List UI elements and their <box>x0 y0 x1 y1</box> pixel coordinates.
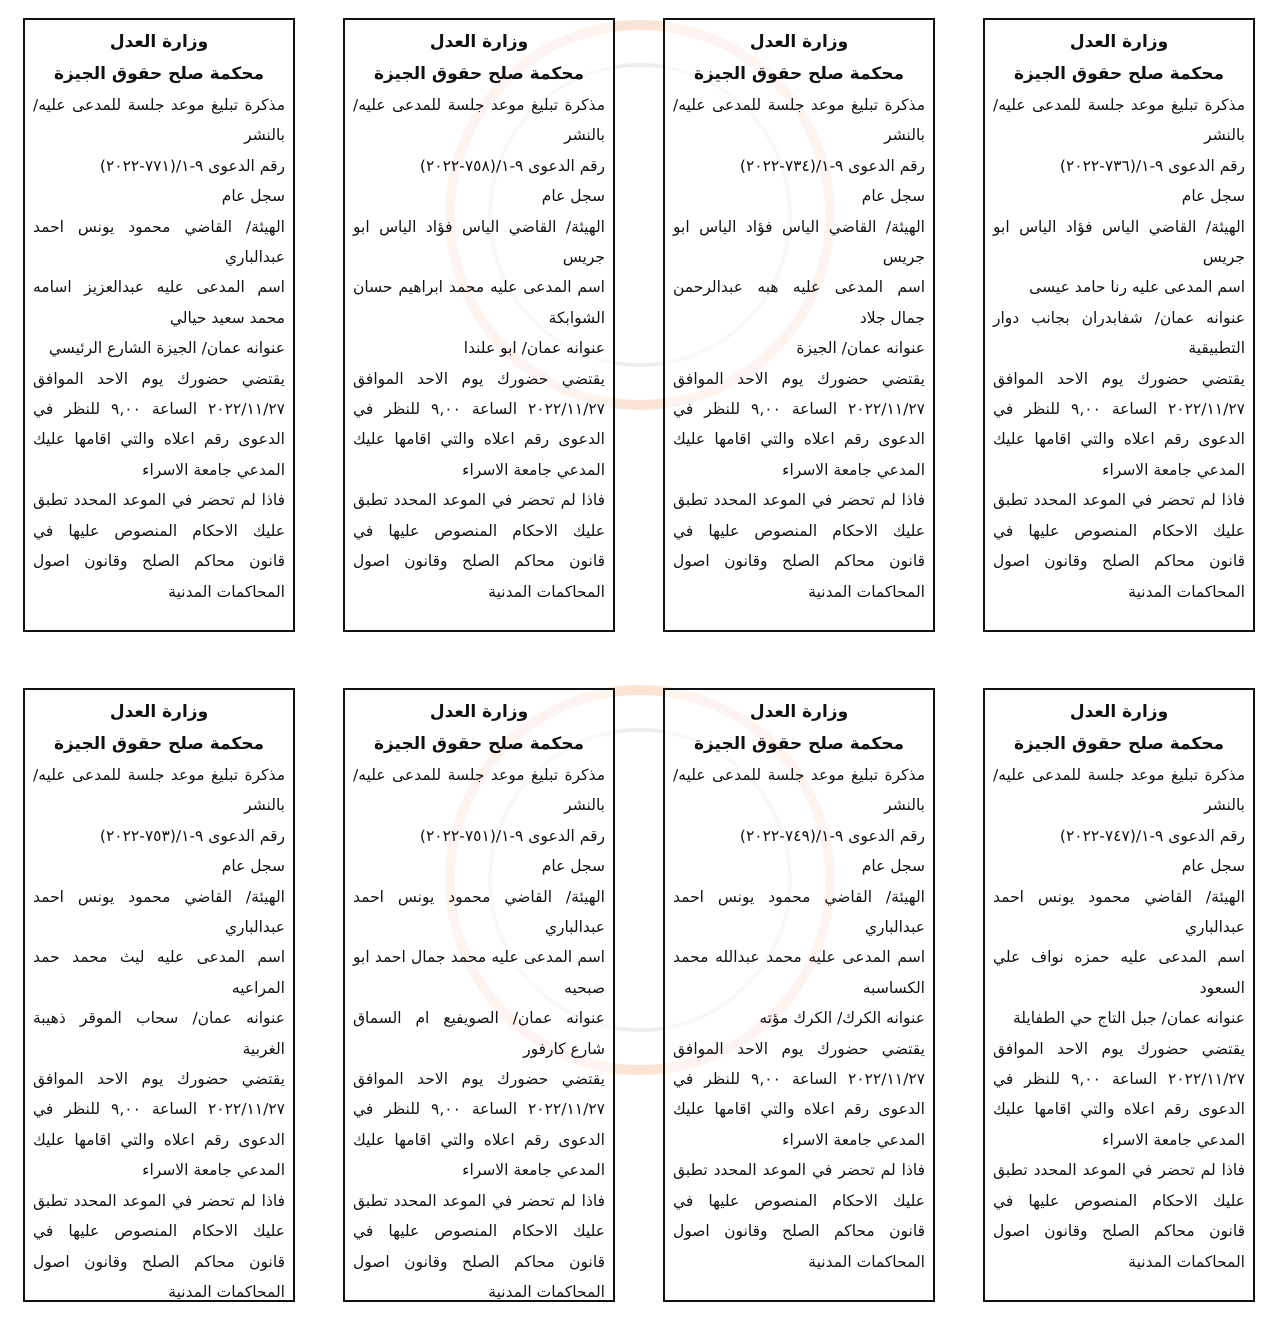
notice-1 <box>983 18 1255 632</box>
notice-ministry: وزارة العدل <box>1069 702 1169 722</box>
notice-line: الهيئة/ القاضي محمود يونس احمد عبدالباري <box>673 887 925 937</box>
notice-line: يقتضي حضورك يوم الاحد الموافق ٢٠٢٢/١١/٢٧ الساعة ٩,٠٠ للنظر في الدعوى رقم اعلاه والتي اقامها عليك المدعي جامعة الاسراء <box>353 1070 605 1180</box>
notice-court: محكمة صلح حقوق الجيزة <box>373 64 585 84</box>
notice-line: سجل عام <box>1181 857 1245 876</box>
notice-4 <box>23 18 295 632</box>
notice-line: سجل عام <box>1181 187 1245 206</box>
notice-line: رقم الدعوى ٩-١/(٧٣٤-٢٠٢٢) <box>739 156 925 175</box>
notice-line: فاذا لم تحضر في الموعد المحدد تطبق عليك الاحكام المنصوص عليها في قانون محاكم الصلح وقانون اصول المحاكمات المدنية <box>353 491 605 601</box>
notice-line: سجل عام <box>541 187 605 206</box>
notice-court: محكمة صلح حقوق الجيزة <box>53 64 265 84</box>
notice-line: فاذا لم تحضر في الموعد المحدد تطبق عليك الاحكام المنصوص عليها في قانون محاكم الصلح وقانون اصول المحاكمات المدنية <box>993 491 1245 601</box>
notice-line: فاذا لم تحضر في الموعد المحدد تطبق عليك الاحكام المنصوص عليها في قانون محاكم الصلح وقانون اصول المحاكمات المدنية <box>993 1161 1245 1271</box>
notice-line: الهيئة/ القاضي محمود يونس احمد عبدالباري <box>993 887 1245 937</box>
notice-ministry: وزارة العدل <box>429 32 529 52</box>
notice-line: اسم المدعى عليه محمد عبدالله محمد الكساسبه <box>673 948 925 997</box>
notice-line: يقتضي حضورك يوم الاحد الموافق ٢٠٢٢/١١/٢٧ الساعة ٩,٠٠ للنظر في الدعوى رقم اعلاه والتي اقامها عليك المدعي جامعة الاسراء <box>33 369 285 479</box>
notice-line: الهيئة/ القاضي محمود يونس احمد عبدالباري <box>33 217 285 267</box>
notice-line: اسم المدعى عليه محمد ابراهيم حسان الشوابكة <box>353 278 605 327</box>
notice-ministry: وزارة العدل <box>749 32 849 52</box>
notice-line: رقم الدعوى ٩-١/(٧٥٨-٢٠٢٢) <box>419 156 605 175</box>
notice-line: رقم الدعوى ٩-١/(٧٤٧-٢٠٢٢) <box>1059 826 1245 845</box>
notice-8 <box>23 688 295 1302</box>
notice-line: اسم المدعى عليه رنا حامد عيسى <box>1029 278 1245 297</box>
notice-line: مذكرة تبليغ موعد جلسة للمدعى عليه/ بالنشر <box>993 96 1245 145</box>
notice-line: الهيئة/ القاضي الياس فؤاد الياس ابو جريس <box>353 217 605 267</box>
notice-line: اسم المدعى عليه عبدالعزيز اسامه محمد سعيد حيالي <box>33 278 285 327</box>
notice-line: سجل عام <box>221 857 285 876</box>
notice-line: رقم الدعوى ٩-١/(٧٣٦-٢٠٢٢) <box>1059 156 1245 175</box>
notice-line: عنوانه عمان/ ابو علندا <box>463 339 605 358</box>
notice-line: فاذا لم تحضر في الموعد المحدد تطبق عليك الاحكام المنصوص عليها في قانون محاكم الصلح وقانون اصول المحاكمات المدنية <box>33 1191 285 1301</box>
notice-court: محكمة صلح حقوق الجيزة <box>373 734 585 754</box>
notice-2 <box>663 18 935 632</box>
notice-line: رقم الدعوى ٩-١/(٧٧١-٢٠٢٢) <box>99 156 285 175</box>
notice-line: سجل عام <box>541 857 605 876</box>
notice-ministry: وزارة العدل <box>109 702 209 722</box>
notice-line: عنوانه عمان/ الجيزة <box>796 339 925 358</box>
notice-line: يقتضي حضورك يوم الاحد الموافق ٢٠٢٢/١١/٢٧ الساعة ٩,٠٠ للنظر في الدعوى رقم اعلاه والتي اقامها عليك المدعي جامعة الاسراء <box>673 369 925 479</box>
notice-line: يقتضي حضورك يوم الاحد الموافق ٢٠٢٢/١١/٢٧ الساعة ٩,٠٠ للنظر في الدعوى رقم اعلاه والتي اقامها عليك المدعي جامعة الاسراء <box>993 369 1245 479</box>
notice-line: مذكرة تبليغ موعد جلسة للمدعى عليه/ بالنشر <box>33 766 285 815</box>
notice-line: مذكرة تبليغ موعد جلسة للمدعى عليه/ بالنشر <box>673 766 925 815</box>
notice-line: اسم المدعى عليه حمزه نواف علي السعود <box>993 948 1245 997</box>
notice-line: سجل عام <box>861 857 925 876</box>
notice-ministry: وزارة العدل <box>749 702 849 722</box>
notice-court: محكمة صلح حقوق الجيزة <box>693 734 905 754</box>
notice-line: مذكرة تبليغ موعد جلسة للمدعى عليه/ بالنشر <box>673 96 925 145</box>
notice-line: فاذا لم تحضر في الموعد المحدد تطبق عليك الاحكام المنصوص عليها في قانون محاكم الصلح وقانون اصول المحاكمات المدنية <box>673 491 925 601</box>
notice-line: اسم المدعى عليه ليث محمد حمد المراعيه <box>33 948 285 997</box>
notice-line: مذكرة تبليغ موعد جلسة للمدعى عليه/ بالنشر <box>353 96 605 145</box>
notice-line: فاذا لم تحضر في الموعد المحدد تطبق عليك الاحكام المنصوص عليها في قانون محاكم الصلح وقانون اصول المحاكمات المدنية <box>353 1191 605 1301</box>
notice-line: الهيئة/ القاضي الياس فؤاد الياس ابو جريس <box>673 217 925 267</box>
notice-line: يقتضي حضورك يوم الاحد الموافق ٢٠٢٢/١١/٢٧ الساعة ٩,٠٠ للنظر في الدعوى رقم اعلاه والتي اقامها عليك المدعي جامعة الاسراء <box>353 369 605 479</box>
notice-ministry: وزارة العدل <box>429 702 529 722</box>
notice-line: يقتضي حضورك يوم الاحد الموافق ٢٠٢٢/١١/٢٧ الساعة ٩,٠٠ للنظر في الدعوى رقم اعلاه والتي اقامها عليك المدعي جامعة الاسراء <box>33 1070 285 1180</box>
notice-line: فاذا لم تحضر في الموعد المحدد تطبق عليك الاحكام المنصوص عليها في قانون محاكم الصلح وقانون اصول المحاكمات المدنية <box>673 1161 925 1271</box>
notice-line: عنوانه عمان/ شفابدران بجانب دوار التطبيقية <box>993 308 1245 358</box>
notice-6 <box>663 688 935 1302</box>
notice-court: محكمة صلح حقوق الجيزة <box>53 734 265 754</box>
notice-7 <box>343 688 615 1302</box>
notice-line: عنوانه عمان/ الجيزة الشارع الرئيسي <box>48 339 285 358</box>
notice-line: يقتضي حضورك يوم الاحد الموافق ٢٠٢٢/١١/٢٧ الساعة ٩,٠٠ للنظر في الدعوى رقم اعلاه والتي اقامها عليك المدعي جامعة الاسراء <box>993 1039 1245 1149</box>
notice-court: محكمة صلح حقوق الجيزة <box>1013 64 1225 84</box>
notice-line: عنوانه عمان/ الصويفيع ام السماق شارع كارفور <box>353 1009 605 1058</box>
notice-line: مذكرة تبليغ موعد جلسة للمدعى عليه/ بالنشر <box>353 766 605 815</box>
notice-ministry: وزارة العدل <box>109 32 209 52</box>
notice-line: يقتضي حضورك يوم الاحد الموافق ٢٠٢٢/١١/٢٧ الساعة ٩,٠٠ للنظر في الدعوى رقم اعلاه والتي اقامها عليك المدعي جامعة الاسراء <box>673 1039 925 1149</box>
notice-line: عنوانه عمان/ جبل التاج حي الطفايلة <box>1012 1009 1245 1028</box>
notice-line: الهيئة/ القاضي محمود يونس احمد عبدالباري <box>33 887 285 937</box>
notice-line: اسم المدعى عليه هبه عبدالرحمن جمال جلاد <box>673 278 925 327</box>
notice-line: رقم الدعوى ٩-١/(٧٥١-٢٠٢٢) <box>419 826 605 845</box>
notice-line: عنوانه عمان/ سحاب الموقر ذهيبة الغربية <box>33 1009 285 1058</box>
notice-court: محكمة صلح حقوق الجيزة <box>1013 734 1225 754</box>
notice-line: اسم المدعى عليه محمد جمال احمد ابو صبحيه <box>353 948 605 997</box>
notice-ministry: وزارة العدل <box>1069 32 1169 52</box>
notice-3 <box>343 18 615 632</box>
notice-court: محكمة صلح حقوق الجيزة <box>693 64 905 84</box>
notice-5 <box>983 688 1255 1302</box>
notice-line: رقم الدعوى ٩-١/(٧٤٩-٢٠٢٢) <box>739 826 925 845</box>
notice-line: سجل عام <box>861 187 925 206</box>
notice-line: عنوانه الكرك/ الكرك مؤته <box>759 1009 925 1028</box>
notice-line: فاذا لم تحضر في الموعد المحدد تطبق عليك الاحكام المنصوص عليها في قانون محاكم الصلح وقانون اصول المحاكمات المدنية <box>33 491 285 601</box>
notice-line: رقم الدعوى ٩-١/(٧٥٣-٢٠٢٢) <box>99 826 285 845</box>
notice-line: مذكرة تبليغ موعد جلسة للمدعى عليه/ بالنشر <box>33 96 285 145</box>
notice-line: سجل عام <box>221 187 285 206</box>
notice-line: الهيئة/ القاضي الياس فؤاد الياس ابو جريس <box>993 217 1245 267</box>
notice-line: الهيئة/ القاضي محمود يونس احمد عبدالباري <box>353 887 605 937</box>
notice-line: مذكرة تبليغ موعد جلسة للمدعى عليه/ بالنشر <box>993 766 1245 815</box>
